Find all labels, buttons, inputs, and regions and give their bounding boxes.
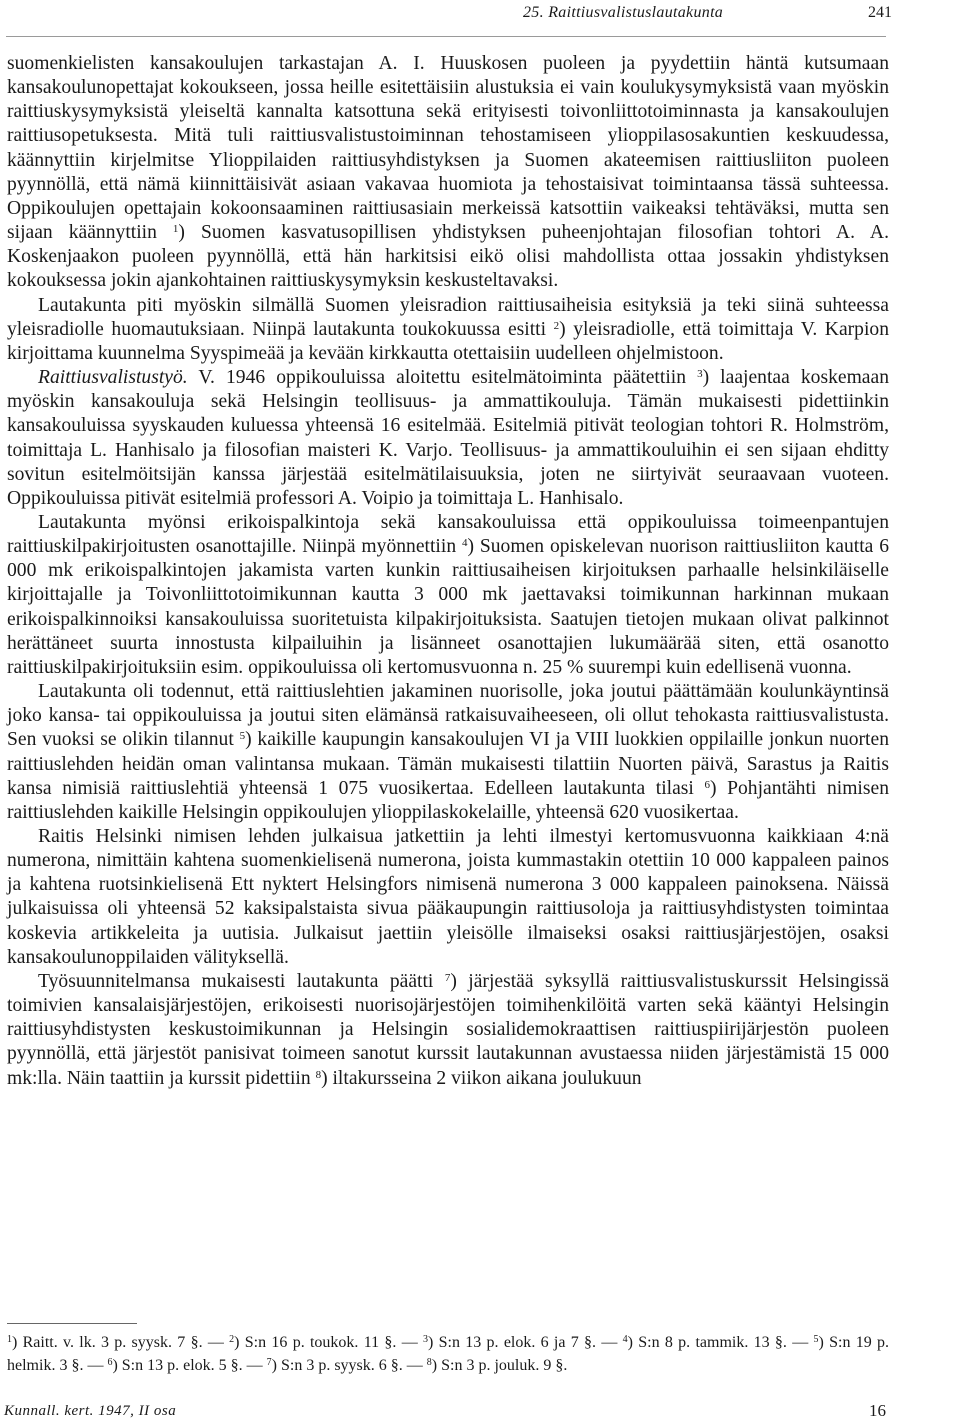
body-text — [7, 52, 889, 1091]
text-run: ) S:n 13 p. elok. 5 §. — — [112, 1357, 267, 1374]
header-rule — [6, 36, 886, 37]
footnote-ref: 5 — [813, 1334, 819, 1345]
paragraph — [7, 511, 889, 680]
footnote-ref: 8 — [315, 1068, 322, 1081]
footnote-ref: 4 — [461, 537, 468, 550]
running-title: 25. Raittiusvalistuslautakunta — [523, 4, 724, 21]
text-run: ) Suomen kasvatusopillisen yhdistyksen puheenjohtajan filosofian tohtori A. A. Koskenjaakon puoleen pyynnöllä, että hän harkitsisi eikö olisi mahdollista ottaa jossakin yhdistyksen kokouksessa jokin ajankohtainen raittiuskysymyksin keskusteltavaksi. — [7, 222, 889, 292]
text-run: ) iltakursseina 2 viikon aikana joulukuun — [321, 1067, 642, 1089]
text-run: ) S:n 3 p. syysk. 6 §. — — [271, 1357, 427, 1374]
text-run: suomenkielisten kansakoulujen tarkastajan A. I. Huuskosen puoleen ja pyydettiin häntä kutsumaan kansakoulunopettajat kokoukseen, jossa heille esitettäisiin alustuksia ei vain koulukysymyksistä vaan myöskin raittiuskysymyksistä yleiseltä kannalta katsottuna sekä erityisesti toivonliittotoiminnasta ja kansakoulujen raittiusopetuksesta. Mitä tuli raittiusvalistustoiminnan tehostamiseen ylioppilasosakuntien keskuudessa, käännyttiin kirjelmitse Ylioppilaiden raittiusyhdistyksen ja Suomen akateemisen raittiusliiton puoleen pyynnöllä, että nämä kiinnittäisivät asiaan vakavaa huomiota ja tehostaisivat toimintaansa tässä suhteessa. Oppikoulujen opettajain kokoonsaaminen raittiusasiain merkeissä katsottiin vaikeaksi tehtäväksi, mutta sen sijaan käännyttiin — [7, 53, 889, 244]
text-run: Lautakunta oli todennut, että raittiuslehtien jakaminen nuorisolle, joka joutui päättämään koulunkäyntinsä joko kansa- tai oppikouluissa ja joutui siten elämänsä ratkaisuvaiheeseen, oli ollut tehokasta raittiusvalistusta. Sen vuoksi se olikin tilannut — [7, 681, 889, 751]
footnote-ref: 1 — [7, 1334, 12, 1345]
footnotes — [7, 1331, 889, 1377]
footnote-ref: 1 — [172, 223, 179, 236]
text-run: ) kaikille kaupungin kansakoulujen VI ja VIII luokkien oppilaille jonkun nuorten raittiuslehden heidän oman valintansa mukaan. Tämän mukaisesti tilattiin Nuorten päivä, Sarastus ja Raitis kansa nimisiä raittiuslehtiä yhteensä 1 075 vuosikertaa. Edelleen lautakunta tilasi — [7, 729, 889, 799]
footnote-rule — [7, 1323, 137, 1324]
running-header — [0, 2, 892, 28]
footnote-ref: 5 — [239, 730, 246, 743]
footnote-ref: 6 — [107, 1357, 113, 1368]
text-run: ) S:n 3 p. jouluk. 9 §. — [431, 1357, 568, 1374]
text-run: ) S:n 16 p. toukok. 11 §. — — [234, 1334, 423, 1351]
text-run: V. 1946 oppikouluissa aloitettu esitelmätoiminta päätettiin — [187, 367, 698, 389]
footnote-ref: 8 — [426, 1357, 432, 1368]
text-run: ) Suomen opiskelevan nuorison raittiusliiton kautta 6 000 mk erikoispalkintojen jakamista varten kunkin raittiusaiheisen kirjoituksen parhaalle helsinkiläiselle kirjoittajalle ja Toivonliittotoimikunnan kautta 3 000 mk jaettavaksi toimikunnan harkinnan mukaan erikoispalkinnoiksi kansakouluissa suoritetuista kilpakirjoituksista. Saatujen tietojen mukaan olivat palkinnot herättäneet suurta innostusta kilpailuihin ja lisänneet osanottajien lukumäärää siten, että osanotto raittiuskilpakirjoituksiin esim. oppikouluissa oli kertomusvuonna n. 25 % suurempi kuin edellisenä vuonna. — [7, 536, 890, 678]
footnote-ref: 7 — [266, 1357, 272, 1368]
text-run: ) järjestää syksyllä raittiusvalistuskurssit Helsingissä toimivien kansalaisjärjestöjen, erikoisesti nuorisojärjestöjen toimihenkilöitä varten sekä kääntyi Helsingin raittiusyhdistysten keskustoimikunnan ja Helsingin sosialidemokraattisen raittiuspiirijärjestön puoleen pyynnöllä, että järjestöt panisivat toimeen sanotut kurssit lautakunnan avustaessa niiden järjestämistä 15 000 mk:lla. Näin taattiin ja kurssit pidettiin — [7, 970, 889, 1089]
footnote-ref: 2 — [553, 319, 560, 332]
text-run: ) S:n 19 p. helmik. 3 §. — — [7, 1334, 890, 1374]
text-run: ) S:n 13 p. elok. 6 ja 7 §. — — [428, 1334, 623, 1351]
text-run: Työsuunnitelmansa mukaisesti lautakunta päätti — [38, 970, 445, 992]
footnote-ref: 3 — [697, 368, 703, 381]
text-run: ) Raitt. v. lk. 3 p. syysk. 7 §. — — [12, 1334, 230, 1351]
text-run: ) yleisradiolle, että toimittaja V. Karpion kirjoittama kuunnelma Syyspimeää ja kevään kirkkautta otettaisiin uudelleen ohjelmistoon. — [7, 318, 890, 364]
footer-source: Kunnall. kert. 1947, II osa — [4, 1403, 177, 1419]
footnote-ref: 4 — [622, 1334, 628, 1345]
footnote-ref: 2 — [229, 1334, 235, 1345]
paragraph — [7, 970, 889, 1091]
footnote-ref: 7 — [444, 971, 451, 984]
footnote-block — [7, 1331, 889, 1377]
text-run: Lautakunta myönsi erikoispalkintoja sekä kansakouluissa että oppikouluissa toimeenpantujen raittiuskilpakirjoitusten osanottajille. Niinpä myönnettiin — [7, 511, 889, 558]
paragraph — [7, 825, 889, 970]
text-run: ) S:n 8 p. tammik. 13 §. — — [627, 1334, 814, 1351]
paragraph — [7, 366, 889, 511]
paragraph — [7, 294, 889, 366]
page-footer — [4, 1401, 886, 1423]
italic-heading: Raittiusvalistustyö. — [38, 367, 188, 389]
page-number: 241 — [868, 4, 892, 21]
text-run: ) laajentaa koskemaan myöskin kansakouluja sekä Helsingin teollisuus- ja ammattikouluja. Tämän mukaisesti pidettiinkin kansakouluissa syyskauden kuluessa yhteensä 16 esitelmää. Esitelmiä pitivät teologian tohtori R. Holmström, toimittaja L. Hanhisalo ja filosofian maisteri K. Varjo. Teollisuus- ja ammattikouluihin ei sen sijaan ehditty sovitun esitelmöitsijän kanssa järjestää esitelmätilaisuuksia, joten ne siirtyivät seuraavaan vuoteen. Oppikouluissa pitivät esitelmiä professori A. Voipio ja toimittaja L. Hanhisalo. — [7, 367, 889, 509]
footnote-ref: 3 — [423, 1334, 428, 1345]
printer-signature: 16 — [869, 1401, 886, 1420]
text-run: Lautakunta piti myöskin silmällä Suomen yleisradion raittiusaiheisia esityksiä ja teki siinä suhteessa yleisradiolle huomautuksiaan. Niinpä lautakunta toukokuussa esitti — [7, 294, 889, 340]
paragraph — [7, 680, 889, 825]
paragraph — [7, 52, 889, 294]
footnote-ref: 6 — [704, 778, 710, 791]
text-run: Raitis Helsinki nimisen lehden julkaisua jatkettiin ja lehti ilmestyi kertomusvuonna kaikkiaan 4:nä numerona, nimittäin kahtena suomenkielisenä numerona, joista kummastakin otettiin 10 000 kappaleen painos ja kahtena ruotsinkielisenä Ett nyktert Helsingfors nimisenä numerona 3 000 kappaleen painoksena. Näissä julkaisuissa oli yhteensä 52 kaksipalstaista sivua pääkaupungin raittiusoloja ja raittiusyhdistysten toimintaa koskevia artikkeleita ja uutisia. Julkaisut jaettiin yleisölle ilmaiseksi osaksi raittiusjärjestöjen, osaksi kansakoulunoppilaiden välityksellä. — [7, 826, 889, 968]
text-run: ) Pohjantähti nimisen raittiuslehden kaikille Helsingin oppikoulujen ylioppilaskokelaille, yhteensä 620 vuosikertaa. — [7, 777, 889, 823]
